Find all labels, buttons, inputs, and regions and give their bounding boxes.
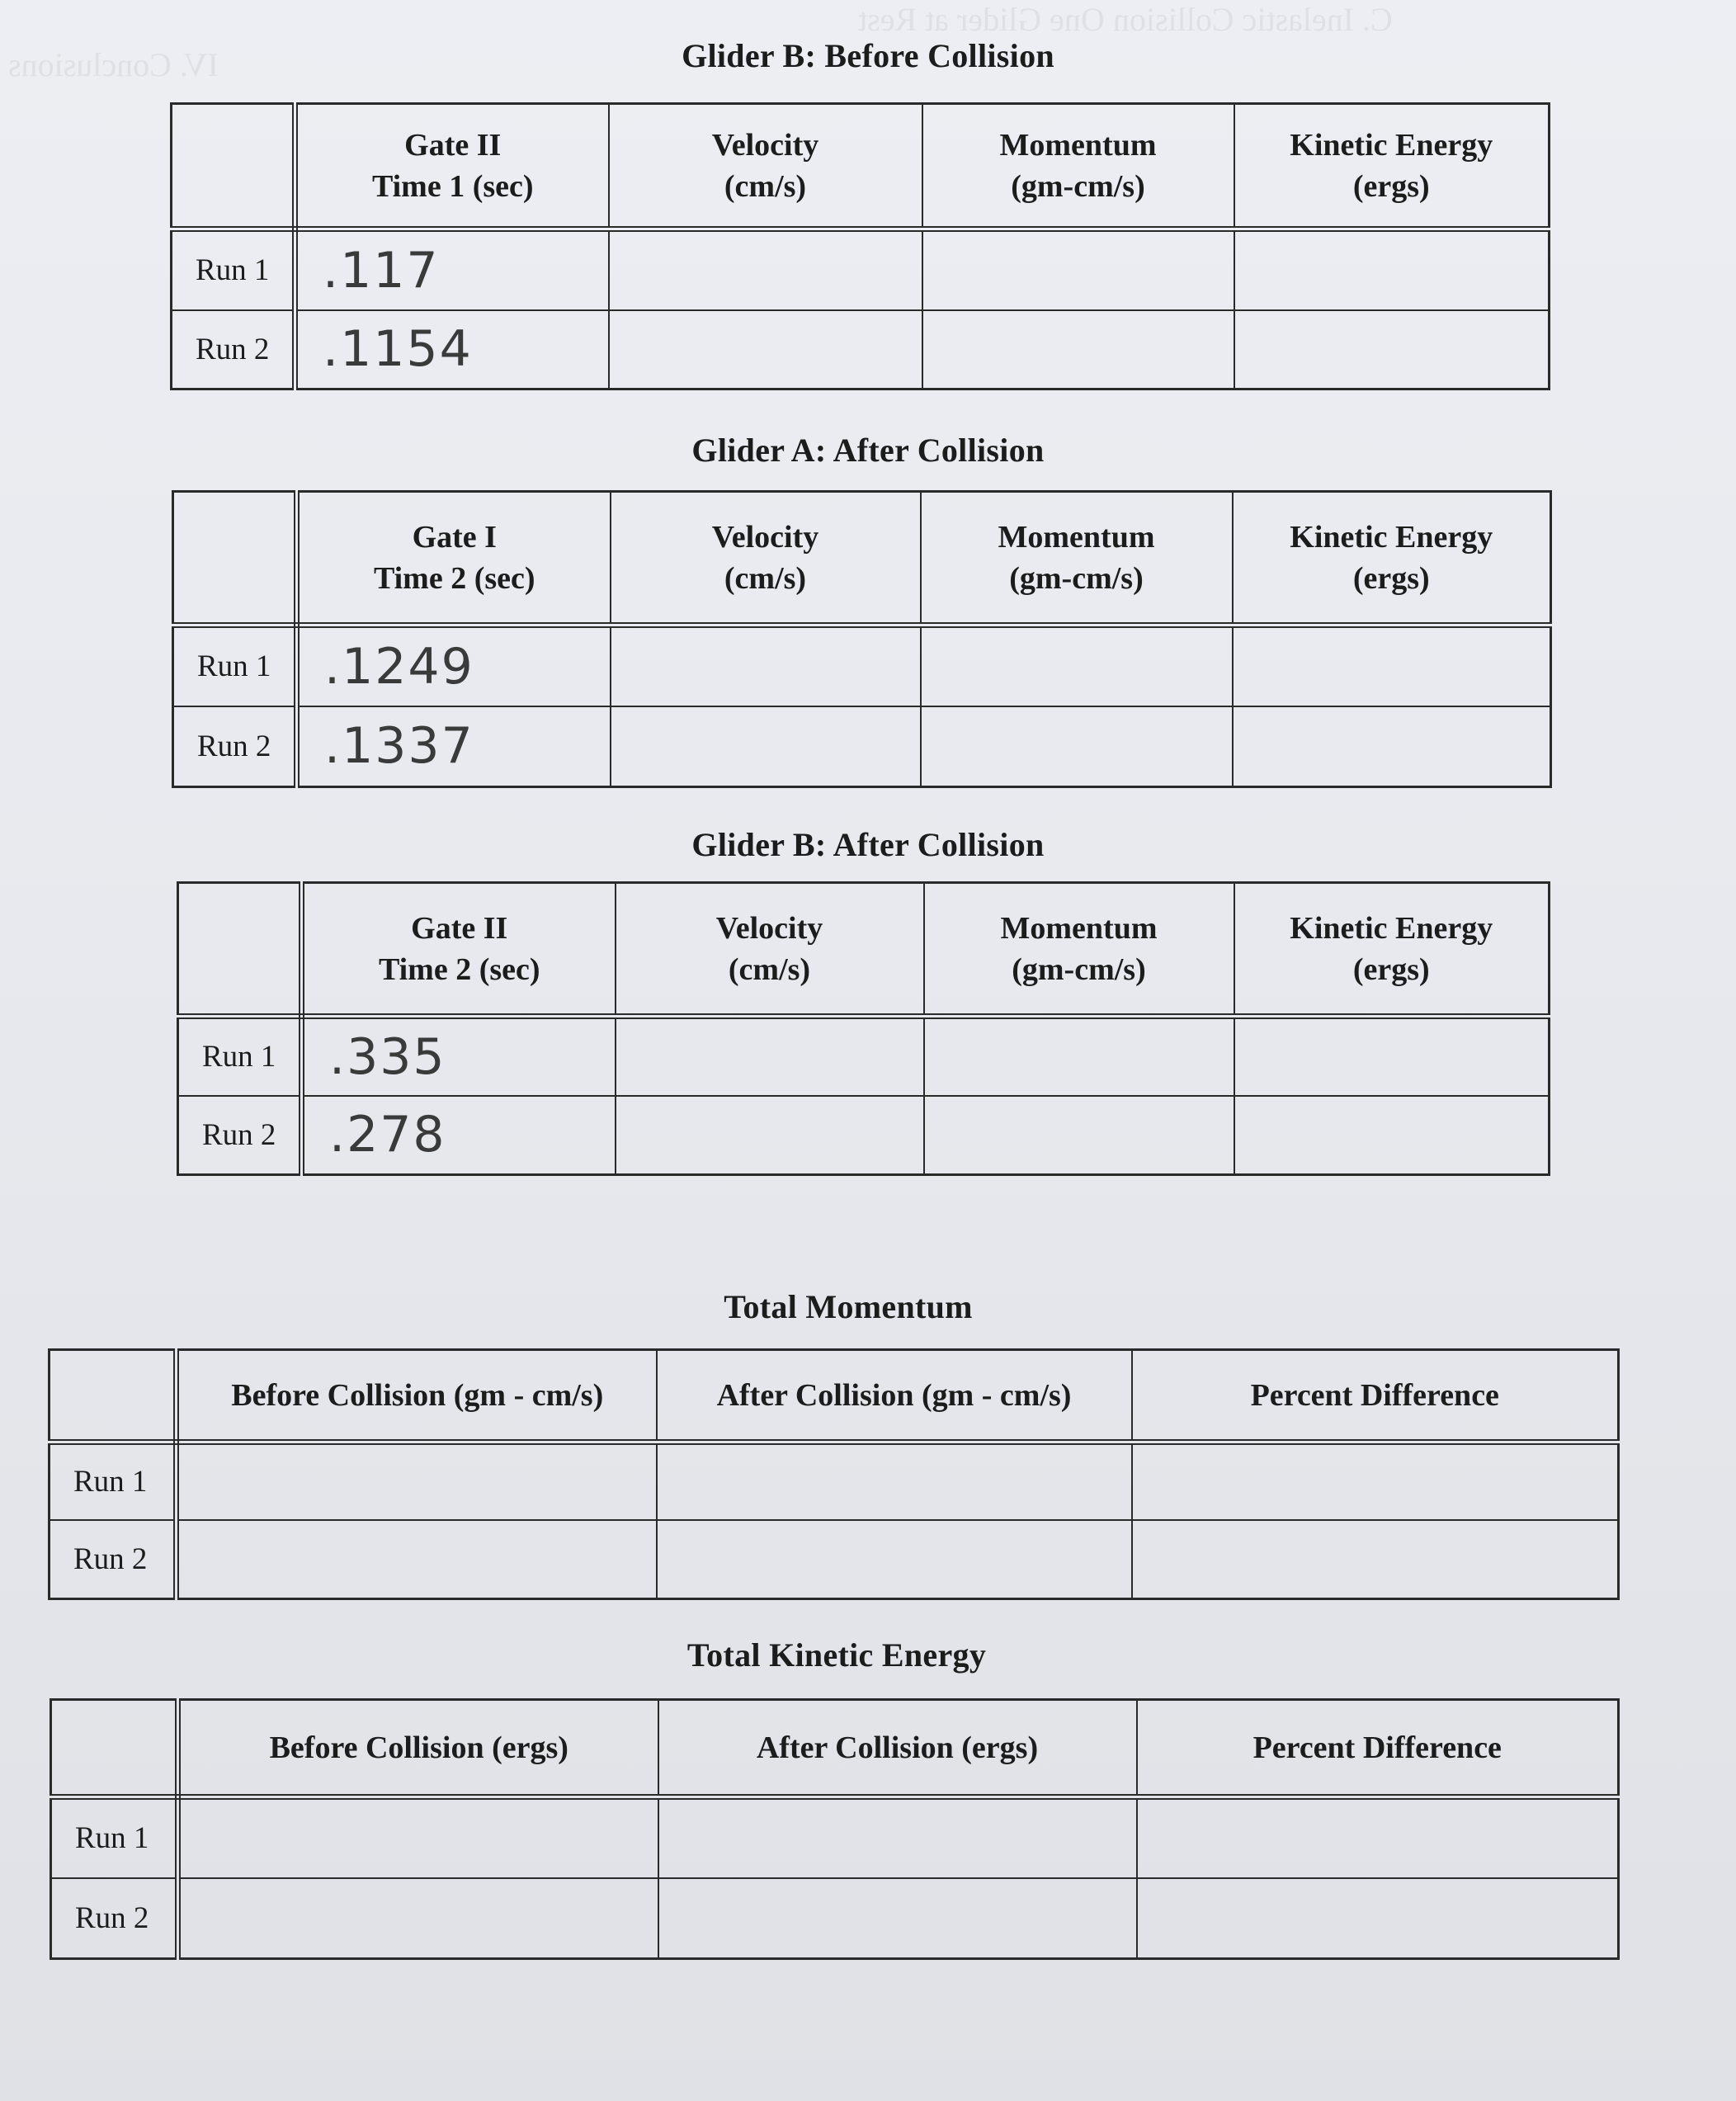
before-collision-cell[interactable] [177, 1442, 657, 1520]
time-cell[interactable] [297, 706, 611, 787]
row-label: Run 1 [202, 1040, 276, 1074]
row-label: Run 1 [197, 649, 271, 684]
momentum-cell[interactable] [922, 310, 1234, 390]
velocity-cell[interactable] [616, 1096, 924, 1175]
header-cell: Before Collision (ergs) [178, 1700, 658, 1797]
table-row [172, 310, 1550, 390]
momentum-cell[interactable] [921, 626, 1233, 706]
handwritten-value: .1154 [323, 320, 473, 379]
momentum-cell[interactable] [924, 1017, 1234, 1096]
after-collision-cell[interactable] [658, 1797, 1137, 1878]
handwritten-value: .117 [323, 241, 440, 300]
table-row [172, 229, 1550, 310]
percent-difference-cell[interactable] [1132, 1520, 1619, 1599]
velocity-cell[interactable] [616, 1017, 924, 1096]
header-cell: Momentum (gm-cm/s) [921, 492, 1233, 626]
table-row [173, 706, 1551, 787]
header-cell: After Collision (gm - cm/s) [657, 1350, 1132, 1442]
row-label: Run 1 [73, 1465, 148, 1499]
header-cell: Percent Difference [1132, 1350, 1619, 1442]
handwritten-value: .1249 [324, 637, 474, 696]
kinetic-energy-cell[interactable] [1233, 706, 1551, 787]
kinetic-energy-cell[interactable] [1234, 229, 1550, 310]
after-collision-cell[interactable] [657, 1442, 1132, 1520]
header-cell: Kinetic Energy (ergs) [1233, 492, 1551, 626]
table-title: Glider A: After Collision [691, 432, 1045, 469]
total-momentum-table [48, 1348, 1620, 1600]
header-cell: Velocity (cm/s) [616, 883, 924, 1017]
percent-difference-cell[interactable] [1132, 1442, 1619, 1520]
table-title: Glider B: After Collision [691, 826, 1045, 863]
before-collision-cell[interactable] [177, 1520, 657, 1599]
row-label: Run 1 [75, 1821, 149, 1856]
time-cell[interactable] [297, 626, 611, 706]
handwritten-value: .1337 [324, 717, 474, 776]
momentum-cell[interactable] [922, 229, 1234, 310]
header-cell: Kinetic Energy (ergs) [1234, 883, 1550, 1017]
header-cell [172, 104, 295, 229]
time-cell[interactable] [302, 1096, 616, 1175]
time-cell[interactable] [295, 229, 609, 310]
table-row [178, 1096, 1550, 1175]
header-cell: Kinetic Energy (ergs) [1234, 104, 1550, 229]
kinetic-energy-cell[interactable] [1234, 1096, 1550, 1175]
row-label: Run 2 [196, 332, 270, 366]
time-cell[interactable] [295, 310, 609, 390]
kinetic-energy-cell[interactable] [1234, 310, 1550, 390]
glider-a-after-table [172, 490, 1552, 788]
before-collision-cell[interactable] [178, 1878, 658, 1959]
header-cell [51, 1700, 178, 1797]
kinetic-energy-cell[interactable] [1234, 1017, 1550, 1096]
header-cell: Velocity (cm/s) [609, 104, 922, 229]
before-collision-cell[interactable] [178, 1797, 658, 1878]
header-cell [173, 492, 297, 626]
percent-difference-cell[interactable] [1137, 1878, 1619, 1959]
table-row [50, 1442, 1619, 1520]
velocity-cell[interactable] [609, 229, 922, 310]
header-cell: Momentum (gm-cm/s) [922, 104, 1234, 229]
header-cell: Momentum (gm-cm/s) [924, 883, 1234, 1017]
row-label: Run 2 [197, 729, 271, 763]
header-cell: Velocity (cm/s) [611, 492, 921, 626]
glider-b-before-table [170, 102, 1550, 390]
momentum-cell[interactable] [921, 706, 1233, 787]
velocity-cell[interactable] [609, 310, 922, 390]
total-kinetic-energy-table [50, 1698, 1620, 1960]
velocity-cell[interactable] [611, 626, 921, 706]
bleed-through-text: IV. Conclusions [8, 46, 219, 83]
row-label: Run 1 [196, 253, 270, 288]
header-cell: After Collision (ergs) [658, 1700, 1137, 1797]
row-label: Run 2 [75, 1900, 149, 1935]
header-cell [178, 883, 302, 1017]
table-row [50, 1520, 1619, 1599]
kinetic-energy-cell[interactable] [1233, 626, 1551, 706]
row-label: Run 2 [202, 1117, 276, 1152]
after-collision-cell[interactable] [658, 1878, 1137, 1959]
momentum-cell[interactable] [924, 1096, 1234, 1175]
bleed-through-text: C. Inelastic Collision One Glider at Rest [858, 1, 1393, 38]
table-row [173, 626, 1551, 706]
header-cell [50, 1350, 177, 1442]
header-cell: Gate II Time 2 (sec) [302, 883, 616, 1017]
table-title: Glider B: Before Collision [682, 37, 1054, 74]
header-cell: Gate II Time 1 (sec) [295, 104, 609, 229]
header-cell: Gate I Time 2 (sec) [297, 492, 611, 626]
row-label: Run 2 [73, 1542, 148, 1576]
table-title: Total Kinetic Energy [686, 1636, 987, 1674]
header-cell: Before Collision (gm - cm/s) [177, 1350, 657, 1442]
velocity-cell[interactable] [611, 706, 921, 787]
glider-b-after-table [177, 881, 1550, 1176]
time-cell[interactable] [302, 1017, 616, 1096]
after-collision-cell[interactable] [657, 1520, 1132, 1599]
percent-difference-cell[interactable] [1137, 1797, 1619, 1878]
header-cell: Percent Difference [1137, 1700, 1619, 1797]
table-row [51, 1797, 1619, 1878]
table-row [178, 1017, 1550, 1096]
table-title: Total Momentum [724, 1288, 973, 1325]
handwritten-value: .335 [329, 1027, 446, 1086]
table-row [51, 1878, 1619, 1959]
handwritten-value: .278 [329, 1106, 446, 1164]
